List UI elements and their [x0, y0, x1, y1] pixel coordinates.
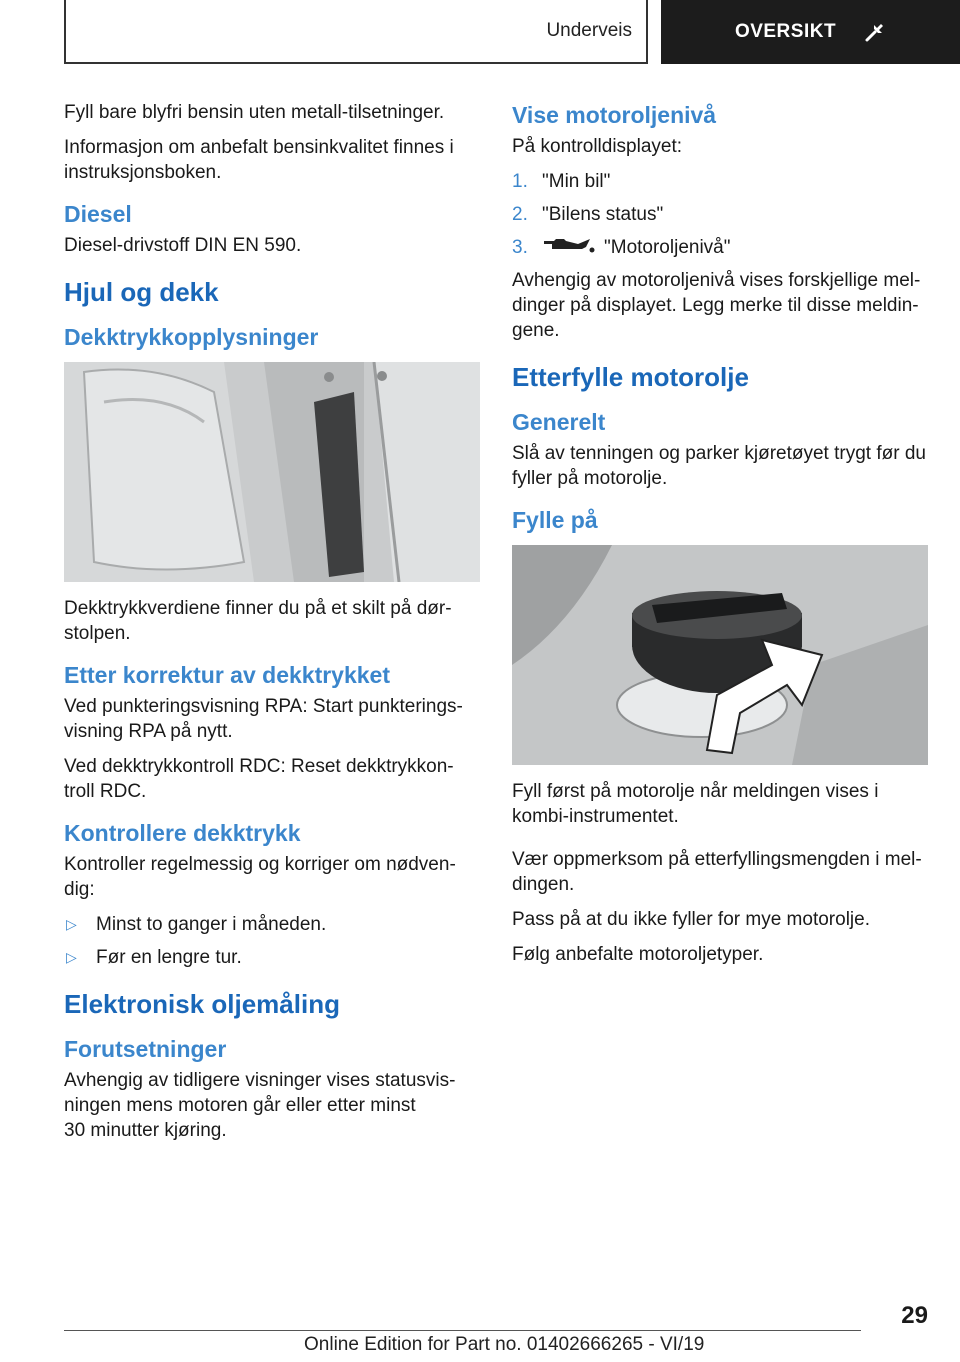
paragraph-check: Kontroller regelmessig og korriger om nødven- dig: [64, 854, 456, 900]
paragraph-general: Slå av tenningen og parker kjøretøyet trygt før du fyller på motorolje. [512, 443, 926, 489]
caption-tire-pressure: Dekktrykkverdiene finner du på et skilt på dør- stolpen. [64, 598, 452, 644]
list-item: 1. "Min bil" [512, 171, 611, 192]
list-item: 2. "Bilens status" [512, 204, 664, 225]
heading-refill-oil: Etterfylle motorolje [512, 362, 749, 392]
left-column [64, 100, 482, 1153]
heading-electronic-oil: Elektronisk oljemåling [64, 989, 340, 1019]
overview-tab[interactable] [661, 0, 960, 64]
heading-prerequisites: Forutsetninger [64, 1036, 227, 1062]
page-number: 29 [901, 1302, 928, 1329]
heading-check-tire-pressure: Kontrollere dekktrykk [64, 820, 301, 846]
door-pillar-illustration [64, 362, 480, 582]
triangle-bullet-icon: ▷ [66, 949, 77, 965]
heading-fill: Fylle på [512, 507, 598, 533]
heading-show-oil-level: Vise motoroljenivå [512, 102, 717, 128]
paragraph-diesel: Diesel-drivstoff DIN EN 590. [64, 235, 302, 256]
section-tab-label: Underveis [546, 20, 632, 41]
paragraph-level-messages: Avhengig av motoroljenivå vises forskjellige mel- dinger på displayet. Legg merke til disse meldin- gene. [512, 270, 921, 341]
paragraph-dont-overfill: Pass på at du ikke fyller for mye motorolje. [512, 909, 870, 930]
wrench-icon [864, 21, 886, 43]
paragraph-on-display: På kontrolldisplayet: [512, 136, 683, 157]
heading-wheels-tires: Hjul og dekk [64, 277, 219, 307]
footer-edition: Online Edition for Part no. 01402666265 - VI/19 [304, 1334, 705, 1355]
check-list [64, 912, 482, 970]
triangle-bullet-icon: ▷ [66, 916, 77, 932]
list-item: 3. "Motoroljenivå" [512, 237, 731, 258]
section-tab-underveis[interactable] [64, 0, 648, 64]
footer-divider [64, 1330, 861, 1331]
oil-can-icon [542, 235, 596, 260]
heading-tire-pressure-info: Dekktrykkopplysninger [64, 324, 319, 350]
overview-tab-label: OVERSIKT [734, 21, 837, 42]
paragraph-rpa: Ved punkteringsvisning RPA: Start punkterings- visning RPA på nytt. [64, 696, 463, 742]
heading-after-correction: Etter korrektur av dekktrykket [64, 662, 390, 688]
heading-general: Generelt [512, 409, 606, 435]
list-item: ▷ Før en lengre tur. [66, 947, 242, 968]
paragraph-recommended: Følg anbefalte motoroljetyper. [512, 944, 764, 965]
heading-diesel: Diesel [64, 201, 132, 227]
paragraph-fuel-info: Informasjon om anbefalt bensinkvalitet finnes i instruksjonsboken. [64, 137, 454, 183]
paragraph-rdc: Ved dekktrykkontroll RDC: Reset dekktrykkon- troll RDC. [64, 756, 454, 802]
list-item: ▷ Minst to ganger i måneden. [66, 914, 327, 935]
paragraph-attention: Vær oppmerksom på etterfyllingsmengden i mel- dingen. [512, 849, 922, 895]
paragraph-unleaded: Fyll bare blyfri bensin uten metall-tilsetninger. [64, 102, 445, 123]
oil-cap-illustration [512, 545, 928, 765]
steps-list [512, 169, 930, 260]
paragraph-prerequisites: Avhengig av tidligere visninger vises statusvis- ningen mens motoren går eller etter minst 30 minutter kjøring. [64, 1070, 456, 1141]
right-column [512, 100, 930, 977]
caption-fill: Fyll først på motorolje når meldingen vises i kombi-instrumentet. [512, 781, 879, 827]
